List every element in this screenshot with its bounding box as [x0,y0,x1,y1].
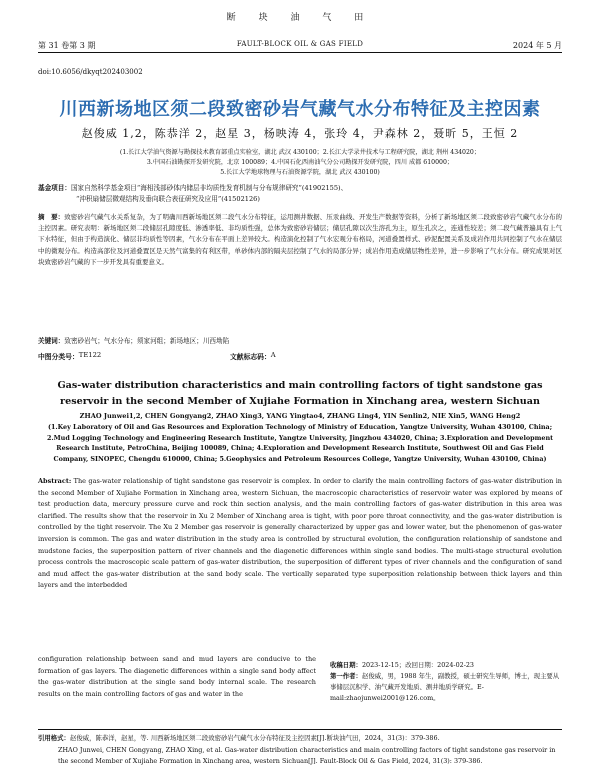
citation-cn: 赵俊威，陈恭洋，赵星，等. 川西新场地区须二段致密砂岩气藏气水分布特征及主控因素[J].断块油气田，2024，31(3)：379-386. [69,734,440,742]
authors-en: ZHAO Junwei1,2, CHEN Gongyang2, ZHAO Xing3, YANG Yingtao4, ZHANG Ling4, YIN Senlin2, NIE Xin5, WANG Heng2 [79,412,521,420]
document-code [230,351,276,361]
keywords-cn-text: 致密砂岩气；气水分布；须家河组；新场地区；川西坳陷 [64,337,230,345]
fund-line-2: “沖积扇储层微观结构及垂向联合表征研究及应用”(41502126) [76,195,260,203]
affiliations-en: (1.Key Laboratory of Oil and Gas Resources and Exploration Technology of Ministry of Education, Yangtze University, Wuhan 430100, China; 2.Mud Logging Technology and Engineering Research Institute, Yangtze University, Jingzhou 434020, China; 3.Exploration and Development Research Institute, PetroChina, Beijing 100089, China; 4.Exploration and Development Research Institute, Southwest Oil and Gas Field Company, SINOPEC, Chengdu 610000, China; 5.Geophysics and Petroleum Resources College, Yangtze University, Wuhan 430100, China) [46,423,554,463]
abstract-en-text: The gas-water relationship of tight sandstone gas reservoir is complex. In order to clarify the main controlling factors of gas-water distribution in the second Member of Xujiahe Formation in Xinchang area, western Sichuan, the macroscopic characteristics of reservoir water was explored by means of test production data, mercury pressure curve and rock thin section analysis, and the main controlling factors of gas-water distribution in this area was clarified. The results show that the reservoir in Xu 2 Member of Xinchang area is tight, with poor pore throat connectivity, and the gas-water distribution is controlled by the tight reservoir. The Xu 2 Member gas reservoir is generally characterized by upper gas and lower water, but the phenomenon of gas-water inversion is common. The gas and water distribution in the study area is controlled by structural evolution, the configuration relationship of sandstone and mudstone facies, the superposition pattern of river channels and the diagenetic differences within single sand bodies. The multi-stage structural evolution process controls the macroscopic scale pattern of gas-water distribution, the superposition of different types of river channels and the configuration of sand and mud affect the gas-water distribution at the sand body scale. The vertically separated type superposition relationship between thick layers and thin layers and the interbedded [38,477,562,590]
abstract-cn-text: 致密砂岩气藏气水关系复杂，为了明确川西新场地区须二段气水分布特征，运用测井数据、压汞曲线、开发生产数据等资料，分析了新场地区须二段致密砂岩气藏气水分布的主控因素。研究表明：新场地区须二段储层孔隙度低、渗透率低、非均质性强，总体为致密砂岩储层；储层孔隙以次生溶孔为主，原生孔次之，连通性较差；须二段气藏普遍具有上气下水特征，但由于构造演化、储层非均质性等因素，气水分布在平面上差异较大。构造演化控制了气水宏观分布格局，河道叠置样式、砂泥配置关系及成岩作用共同控制了气水在储层中的微观分布。构造高部位及河道叠置区是天然气富集的有利区带，单砂体内部的隔夹层控制了气水的局部分异；成岩作用造成储层物性差异，进一步影响了气水分布。研究成果对区块致密砂岩气藏的下一步开发具有重要意义。 [38,213,563,266]
keywords-cn [38,335,562,345]
doi: doi:10.6056/dkyqt202403002 [38,68,143,76]
abstract-cn [38,212,562,268]
volume-issue: 第 31 卷第 3 期 [38,41,96,50]
fund-label: 基金项目： [38,184,71,192]
received-dates [330,660,562,671]
received-label: 收稿日期： [330,661,362,669]
first-author-label: 第一作者： [330,672,362,680]
publication-date: 2024 年 5 月 [512,41,562,50]
doc-code-label: 文献标志码： [230,353,271,361]
first-author-text: 赵俊威，男，1988 年生，副教授，硕士研究生导师，博士，现主要从事储层沉积学、油气藏开发地质、测井地质学研究。E-mail:zhaojunwei2001@126.com。 [330,672,560,702]
fund-statement [38,183,562,205]
keywords-cn-label: 关键词： [38,337,65,345]
first-author-info [330,671,562,704]
clc-code [38,351,102,361]
affiliation-cn-line: 5.长江大学地球物理与石油资源学院，湖北 武汉 430100) [220,169,380,176]
affiliation-cn-line: (1.长江大学油气资源与勘探技术教育部重点实验室，湖北 武汉 430100；2.长江大学录井技术与工程研究院，湖北 荆州 434020； [119,149,481,156]
abstract-en-label: Abstract: [38,477,72,485]
abstract-en-continued: configuration relationship between sand and mud layers are conducive to the formation of gas layers. The diagenetic differences within a single sand body affect the gas-water distribution at the single sand body internal scale. The research results on the main controlling factors of gas and water in the [38,655,316,698]
title-cn: 川西新场地区须二段致密砂岩气藏气水分布特征及主控因素 [59,99,541,120]
journal-name-en: FAULT-BLOCK OIL & GAS FIELD [236,40,364,48]
clc-value: TE122 [78,351,102,359]
received-value: 2023-12-15；改回日期：2024-02-23 [361,661,474,669]
header-rule [38,52,562,53]
title-en: Gas-water distribution characteristics and main controlling factors of tight sandstone gas reservoir in the second Member of Xujiahe Formation in Xinchang area, western Sichuan [57,380,543,407]
abstract-en [38,476,562,592]
article-info [330,660,562,704]
citation-rule [38,729,562,730]
doc-code-value: A [270,351,276,359]
citation-en: ZHAO Junwei, CHEN Gongyang, ZHAO Xing, et al. Gas-water distribution characteristics and main controlling factors of tight sandstone gas reservoir in the second Member of Xujiahe Formation in Xinchang area, western Sichuan[J]. Fault-Block Oil & Gas Field, 2024, 31(3): 379-386. [58,745,556,765]
affiliation-cn-line: 3.中国石油勘探开发研究院，北京 100089；4.中国石化西南油气分公司勘探开发研究院，四川 成都 610000； [146,159,454,166]
citation [38,733,562,768]
authors-cn: 赵俊威 1,2，陈恭洋 2，赵星 3，杨映涛 4，张玲 4，尹森林 2，聂昕 5，王恒 2 [81,127,519,140]
clc-label: 中图分类号： [38,353,79,361]
journal-name-cn: 断 块 油 气 田 [226,13,374,23]
citation-label: 引用格式： [38,734,70,742]
abstract-cn-label: 摘 要： [38,213,65,221]
fund-line-1: 国家自然科学基金项目“海相浅部砂体内储层非均质性发育机制与分布规律研究”(41902155)、 [70,184,348,192]
